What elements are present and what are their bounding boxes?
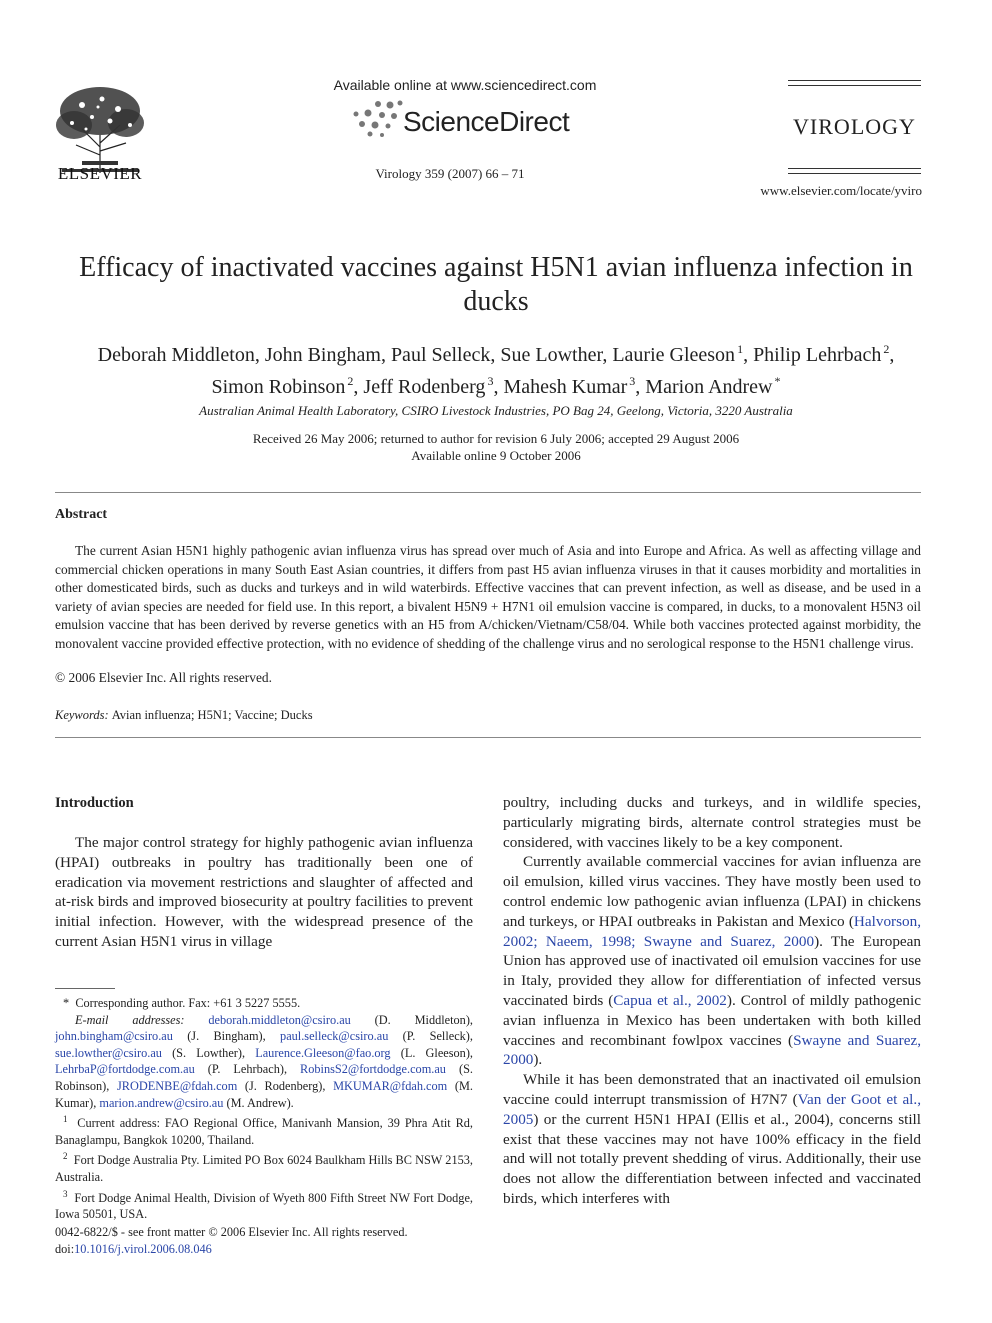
author-footnote-mark[interactable]: 2 xyxy=(347,374,354,388)
author-name: Laurie Gleeson xyxy=(612,344,736,366)
text-run: Currently available commercial vaccines for avian influenza are oil emulsion, killed virus vaccines. They have mostly been used to control endemic low pathogenic avian influenza (LPAI) in chickens and turkeys, or HPAI outbreaks in Pakistan and Mexico ( xyxy=(503,853,921,930)
footnote-rule xyxy=(55,988,115,989)
keywords-text: Avian influenza; H5N1; Vaccine; Ducks xyxy=(111,708,313,722)
author-name: Jeff Rodenberg xyxy=(363,376,486,398)
email-link[interactable]: MKUMAR@fdah.com xyxy=(333,1078,448,1093)
intro-paragraph-1: The major control strategy for highly pathogenic avian influenza (HPAI) outbreaks in poultry has traditionally been one of eradication via movement restrictions and slaughter of affected and at-risk birds and improved biosecurity at poultry facilities to prevent initial infection. However, with the widespread presence of the current Asian H5N1 virus in village xyxy=(55,834,473,950)
intro-paragraph-continued: poultry, including ducks and turkeys, and in wildlife species, particularly migrating birds, alternate control strategies must be considered, with vaccines likely to be a key component. xyxy=(503,794,921,851)
author-name: Simon Robinson xyxy=(211,376,346,398)
email-label: E-mail addresses: xyxy=(75,1012,185,1027)
email-link[interactable]: RobinsS2@fortdodge.com.au xyxy=(300,1062,446,1077)
author-footnote-mark[interactable]: 3 xyxy=(487,374,494,388)
journal-citation: Virology 359 (2007) 66 – 71 xyxy=(375,166,525,181)
right-column xyxy=(503,793,921,1209)
issn-line: 0042-6822/$ - see front matter © 2006 Elsevier Inc. All rights reserved. xyxy=(55,1225,408,1239)
author-name: Mahesh Kumar xyxy=(503,376,628,398)
author-name: Paul Selleck xyxy=(390,344,491,366)
author-separator: , xyxy=(889,344,895,366)
citation-link[interactable]: Van der Goot et al., 2005 xyxy=(503,1090,921,1128)
author-separator: , xyxy=(743,344,754,366)
footnote-text: Fort Dodge Australia Pty. Limited PO Box 6024 Baulkham Hills BC NSW 2153, Australia. xyxy=(55,1153,473,1185)
footnote-1 xyxy=(55,1111,473,1148)
doi-label: doi: xyxy=(55,1241,75,1256)
intro-paragraph-2 xyxy=(503,852,921,1070)
citation-link[interactable]: Swayne and Suarez, 2000 xyxy=(503,1031,922,1069)
footnote-mark: 1 xyxy=(63,1114,68,1125)
available-online-text: Available online at www.sciencedirect.com xyxy=(333,77,597,93)
email-owner: (J. Rodenberg), xyxy=(237,1078,334,1093)
email-owner: (P. Lehrbach), xyxy=(194,1062,301,1077)
introduction-heading: Introduction xyxy=(55,795,134,811)
sciencedirect-dots-logo xyxy=(348,100,408,138)
email-link[interactable]: paul.selleck@csiro.au xyxy=(280,1029,389,1044)
email-link[interactable]: JRODENBE@fdah.com xyxy=(116,1078,238,1093)
intro-paragraph-3 xyxy=(503,1070,921,1209)
author-footnote-mark[interactable]: * xyxy=(774,374,781,388)
author-footnote-mark[interactable]: 1 xyxy=(737,342,744,356)
online-date: Available online 9 October 2006 xyxy=(411,448,581,463)
affiliation: Australian Animal Health Laboratory, CSIRO Livestock Industries, PO Bag 24, Geelong, Victoria, 3220 Australia xyxy=(199,403,793,418)
email-link[interactable]: Laurence.Gleeson@fao.org xyxy=(255,1045,391,1060)
journal-rule-top xyxy=(788,80,921,86)
received-dates: Received 26 May 2006; returned to author for revision 6 July 2006; accepted 29 August 2006 xyxy=(252,431,740,446)
abstract-copyright: © 2006 Elsevier Inc. All rights reserved. xyxy=(55,670,272,685)
author-separator: , xyxy=(493,376,504,398)
abstract-body xyxy=(55,542,921,653)
author-list xyxy=(40,336,952,400)
text-run: ). xyxy=(533,1051,543,1069)
footnote-mark: 2 xyxy=(63,1151,68,1162)
footnote-text: Corresponding author. Fax: +61 3 5227 5555. xyxy=(75,996,301,1010)
email-owner: (S. Lowther), xyxy=(161,1045,256,1060)
email-link[interactable]: LehrbaP@fortdodge.com.au xyxy=(55,1062,195,1077)
citation-link[interactable]: Capua et al., 2002 xyxy=(613,991,727,1009)
footnote-3 xyxy=(55,1186,473,1223)
doi-link[interactable]: 10.1016/j.virol.2006.08.046 xyxy=(74,1241,212,1256)
author-separator: , xyxy=(602,344,613,366)
footnote-text: Current address: FAO Regional Office, Manivanh Mansion, 39 Phra Atit Rd, Banaglampu, Bangkok 10200, Thailand. xyxy=(55,1116,474,1147)
keywords xyxy=(55,708,313,723)
abstract-heading: Abstract xyxy=(55,507,108,522)
author-name: Deborah Middleton xyxy=(97,344,255,366)
email-link[interactable]: sue.lowther@csiro.au xyxy=(55,1045,162,1060)
author-separator: , xyxy=(490,344,501,366)
author-separator: , xyxy=(254,344,265,366)
journal-rule-bottom xyxy=(788,168,921,174)
author-name: Philip Lehrbach xyxy=(753,344,882,366)
journal-url: www.elsevier.com/locate/yviro xyxy=(760,183,922,198)
article-dates xyxy=(60,430,932,464)
sciencedirect-name: ScienceDirect xyxy=(403,106,570,137)
author-separator: , xyxy=(635,376,646,398)
abstract-text: The current Asian H5N1 highly pathogenic avian influenza virus has spread over much of Asia and into Europe and Africa. As well as affecting village and commercial chicken operations in many South East Asian countries, it differs from past H5 avian influenza viruses in that it causes morbidity and mortalities in other domesticated birds, such as ducks and turkeys and in wild waterbirds. Effective vaccines that can prevent infection, as well as disease, and be used in a variety of avian species are needed for field use. In this report, a bivalent H5N9 + H7N1 oil emulsion vaccine is compared, in ducks, to a monovalent H5N3 oil emulsion vaccine that has been derived by reverse genetics with an H5 from A/chicken/Vietnam/C58/04. While both vaccines protected against morbidity, the monovalent vaccine provided effective protection, with no evidence of shedding of the challenge virus and no serological response to the H5N1 challenge virus. xyxy=(55,543,921,651)
corresponding-author-note xyxy=(55,995,473,1012)
abstract-rule-bottom xyxy=(55,737,921,738)
front-matter xyxy=(55,1224,473,1257)
author-name: Marion Andrew xyxy=(645,376,773,398)
author-name: Sue Lowther xyxy=(500,344,603,366)
footnote-list xyxy=(55,1111,473,1223)
author-separator: , xyxy=(353,376,364,398)
email-link[interactable]: john.bingham@csiro.au xyxy=(55,1029,173,1044)
email-owner: (M. Andrew). xyxy=(223,1095,294,1110)
text-run: ) or the current H5N1 HPAI (Ellis et al., 2004), concerns still exist that these vaccines may not have 100% efficacy in the field and will not totally prevent shedding of virus. Additionally, their use does not allow the differentiation between infected and vaccinated birds, which interferes with xyxy=(503,1110,921,1207)
email-owner: (L. Gleeson), xyxy=(390,1045,474,1060)
doi-line xyxy=(55,1241,473,1258)
email-owner: (D. Middleton), xyxy=(350,1012,474,1027)
paper-title: Efficacy of inactivated vaccines against H5N1 avian influenza infection in ducks xyxy=(79,252,913,317)
author-footnote-mark[interactable]: 2 xyxy=(883,342,890,356)
citation-link[interactable]: Halvorson, 2002; Naeem, 1998; Swayne and Suarez, 2000 xyxy=(503,912,921,950)
email-owner: (P. Selleck), xyxy=(388,1029,473,1044)
footnote-text: Fort Dodge Animal Health, Division of Wyeth 800 Fifth Street NW Fort Dodge, Iowa 50501, USA. xyxy=(55,1190,473,1222)
text-run: ). Control of mildly pathogenic avian influenza in Mexico has been undertaken with both killed vaccines and recombinant fowlpox vaccines ( xyxy=(503,991,921,1049)
abstract-rule-top xyxy=(55,492,921,493)
journal-name: VIROLOGY xyxy=(793,114,916,139)
email-link[interactable]: marion.andrew@csiro.au xyxy=(99,1095,224,1110)
author-separator: , xyxy=(380,344,391,366)
email-link[interactable]: deborah.middleton@csiro.au xyxy=(208,1012,351,1027)
email-owner: (J. Bingham), xyxy=(172,1029,281,1044)
footnote-mark: 3 xyxy=(63,1188,68,1199)
footnotes xyxy=(55,995,473,1223)
email-owner: (S. Robinson), xyxy=(55,1062,473,1093)
text-run: ). The European Union has approved use of inactivated oil emulsion vaccines for use in Italy, provided they allow for differentiation of infected versus vaccinated birds ( xyxy=(503,932,921,1009)
author-name: John Bingham xyxy=(264,344,381,366)
email-owner: (M. Kumar), xyxy=(55,1078,473,1110)
author-footnote-mark[interactable]: 3 xyxy=(629,374,636,388)
publisher-name: ELSEVIER xyxy=(57,164,143,183)
email-addresses xyxy=(55,1012,473,1112)
footnote-2 xyxy=(55,1148,473,1185)
footnote-mark: * xyxy=(63,996,70,1010)
left-column xyxy=(55,833,473,952)
text-run: While it has been demonstrated that an inactivated oil emulsion vaccine could interrupt transmission of H7N7 ( xyxy=(503,1071,921,1108)
keywords-label: Keywords: xyxy=(55,708,109,722)
